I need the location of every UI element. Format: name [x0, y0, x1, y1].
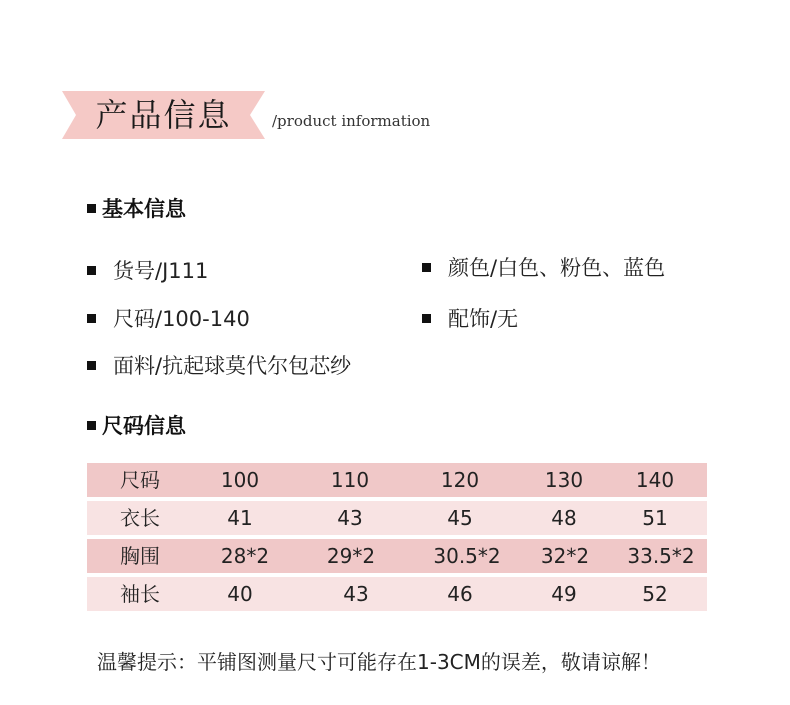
spec-item-label: 颜色/白色、粉色、蓝色 [448, 256, 666, 280]
table-cell: 28*2 [220, 544, 270, 568]
table-cell: 尺码 [120, 468, 160, 492]
table-cell: 袖长 [120, 582, 160, 606]
table-cell: 胸围 [120, 544, 160, 568]
table-cell: 衣长 [120, 506, 160, 530]
measurement-notice: 温馨提示：平铺图测量尺寸可能存在1-3CM的误差，敬请谅解！ [97, 650, 661, 674]
table-cell: 45 [447, 506, 473, 530]
table-row [87, 539, 707, 573]
spec-item-label: 尺码/100-140 [113, 307, 250, 331]
table-cell: 140 [635, 468, 675, 492]
table-cell: 48 [551, 506, 577, 530]
spec-item-label: 货号/J111 [113, 259, 209, 283]
basic-info-heading [87, 193, 186, 223]
table-cell: 40 [227, 582, 253, 606]
table-cell: 41 [227, 506, 253, 530]
table-cell: 43 [337, 506, 363, 530]
table-cell: 29*2 [326, 544, 376, 568]
table-row [87, 577, 707, 611]
table-cell: 33.5*2 [627, 544, 695, 568]
spec-item-fabric [87, 350, 351, 380]
table-cell: 49 [551, 582, 577, 606]
size-info-heading-text: 尺码信息 [102, 414, 186, 438]
spec-item-label: 配饰/无 [448, 307, 519, 331]
bullet-square-icon [87, 361, 96, 370]
size-info-heading [87, 410, 186, 440]
page-subtitle: /product information [272, 112, 431, 130]
table-cell: 120 [440, 468, 480, 492]
spec-item-accessories [422, 303, 518, 333]
table-cell: 51 [642, 506, 668, 530]
page-title: 产品信息 [95, 96, 232, 134]
table-row [87, 501, 707, 535]
basic-info-heading-text: 基本信息 [102, 197, 186, 221]
table-cell: 43 [343, 582, 369, 606]
table-cell: 130 [544, 468, 584, 492]
table-cell: 100 [220, 468, 260, 492]
spec-item-color [422, 252, 665, 282]
bullet-square-icon [87, 204, 96, 213]
spec-item-style-number [87, 255, 208, 285]
bullet-square-icon [422, 263, 431, 272]
header-banner [62, 89, 265, 141]
bullet-square-icon [87, 266, 96, 275]
bullet-square-icon [422, 314, 431, 323]
bullet-square-icon [87, 314, 96, 323]
table-cell: 30.5*2 [433, 544, 501, 568]
table-cell: 46 [447, 582, 473, 606]
table-cell: 110 [330, 468, 370, 492]
size-table [87, 463, 707, 615]
spec-item-label: 面料/抗起球莫代尔包芯纱 [113, 354, 352, 378]
bullet-square-icon [87, 421, 96, 430]
table-row [87, 463, 707, 497]
spec-item-size-range [87, 303, 250, 333]
table-cell: 32*2 [540, 544, 590, 568]
table-cell: 52 [642, 582, 668, 606]
